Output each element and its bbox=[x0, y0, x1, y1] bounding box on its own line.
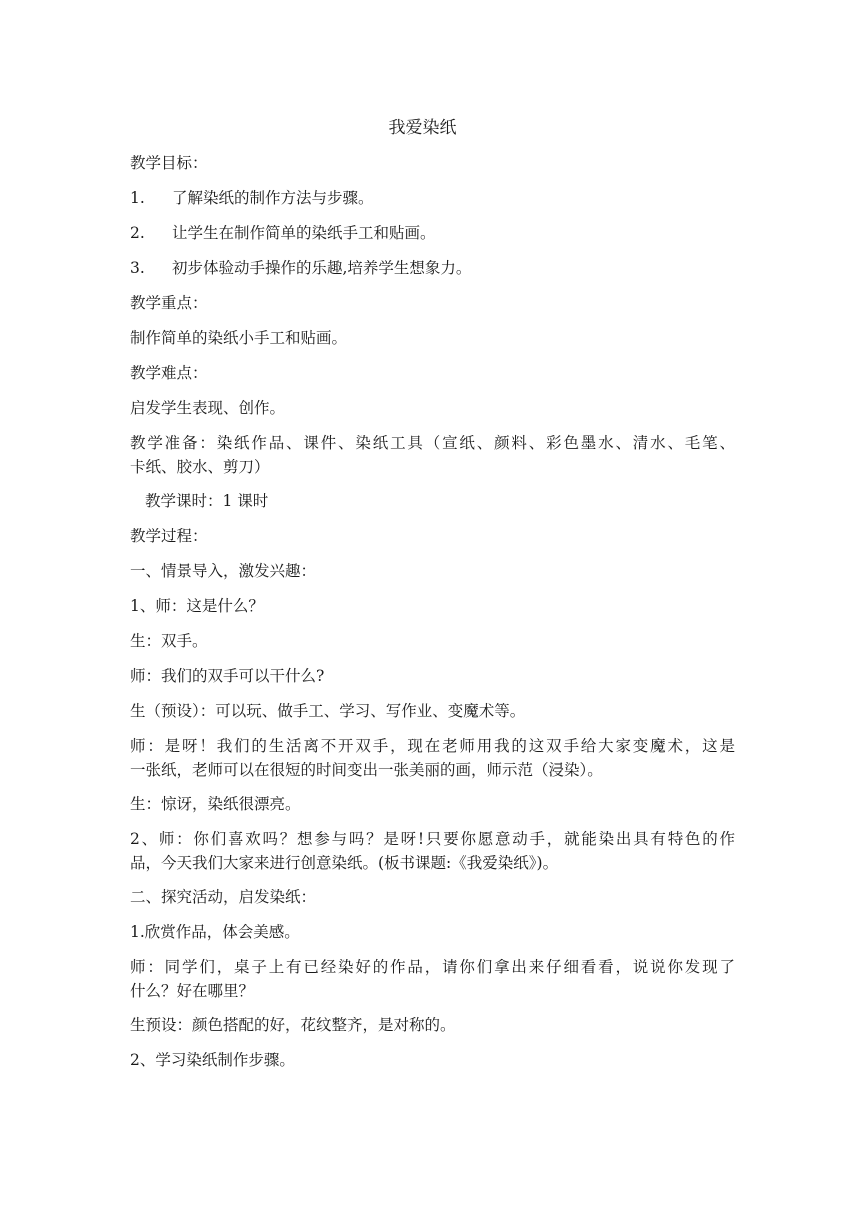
process-heading: 教学过程： bbox=[130, 527, 208, 545]
objective-number: 2. bbox=[130, 224, 145, 242]
paragraph: 生（预设）：可以玩、做手工、学习、写作业、变魔术等。 bbox=[130, 702, 526, 720]
objective-number: 3. bbox=[130, 259, 145, 277]
preparation-line: 教学准备：染纸作品、课件、染纸工具（宣纸、颜料、彩色墨水、清水、毛笔、 bbox=[130, 434, 735, 452]
paragraph: 师：是呀！我们的生活离不开双手，现在老师用我的这双手给大家变魔术，这是 bbox=[130, 737, 735, 755]
paragraph: 师：我们的双手可以干什么? bbox=[130, 667, 325, 685]
section-heading: 二、探究活动，启发染纸： bbox=[130, 888, 317, 906]
paragraph: 1、师：这是什么？ bbox=[130, 597, 264, 615]
objective-number: 1. bbox=[130, 189, 145, 207]
paragraph: 生预设：颜色搭配的好，花纹整齐，是对称的。 bbox=[130, 1016, 456, 1034]
lesson-hours: 教学课时：1 课时 bbox=[145, 492, 269, 510]
preparation-line: 卡纸、胶水、剪刀） bbox=[130, 458, 270, 476]
objective-item bbox=[130, 221, 735, 245]
paragraph: 什么？好在哪里？ bbox=[130, 982, 255, 1000]
objective-item bbox=[130, 256, 735, 280]
objective-text: 了解染纸的制作方法与步骤。 bbox=[172, 189, 374, 207]
paragraph: 师：同学们，桌子上有已经染好的作品，请你们拿出来仔细看看，说说你发现了 bbox=[130, 958, 735, 976]
paragraph: 1.欣赏作品，体会美感。 bbox=[130, 923, 300, 941]
paragraph: 生：双手。 bbox=[130, 632, 208, 650]
paragraph: 生：惊讶，染纸很漂亮。 bbox=[130, 795, 301, 813]
difficulty-text: 启发学生表现、创作。 bbox=[130, 399, 286, 417]
paragraph: 品，今天我们大家来进行创意染纸。(板书课题:《我爱染纸》)。 bbox=[130, 854, 559, 872]
objective-text: 让学生在制作简单的染纸手工和贴画。 bbox=[172, 224, 436, 242]
objective-text: 初步体验动手操作的乐趣,培养学生想象力。 bbox=[172, 259, 472, 277]
section-heading: 一、情景导入，激发兴趣： bbox=[130, 562, 317, 580]
objectives-heading: 教学目标： bbox=[130, 154, 208, 172]
objective-item bbox=[130, 186, 735, 210]
key-points-text: 制作简单的染纸小手工和贴画。 bbox=[130, 329, 348, 347]
key-points-heading: 教学重点： bbox=[130, 294, 208, 312]
document-body bbox=[130, 151, 735, 1083]
difficulty-heading: 教学难点： bbox=[130, 364, 208, 382]
document-title: 我爱染纸 bbox=[388, 118, 457, 138]
paragraph: 一张纸，老师可以在很短的时间变出一张美丽的画，师示范（浸染）。 bbox=[130, 761, 603, 779]
paragraph: 2、师：你们喜欢吗？想参与吗？是呀!只要你愿意动手，就能染出具有特色的作 bbox=[130, 830, 735, 848]
paragraph: 2、学习染纸制作步骤。 bbox=[130, 1051, 295, 1069]
